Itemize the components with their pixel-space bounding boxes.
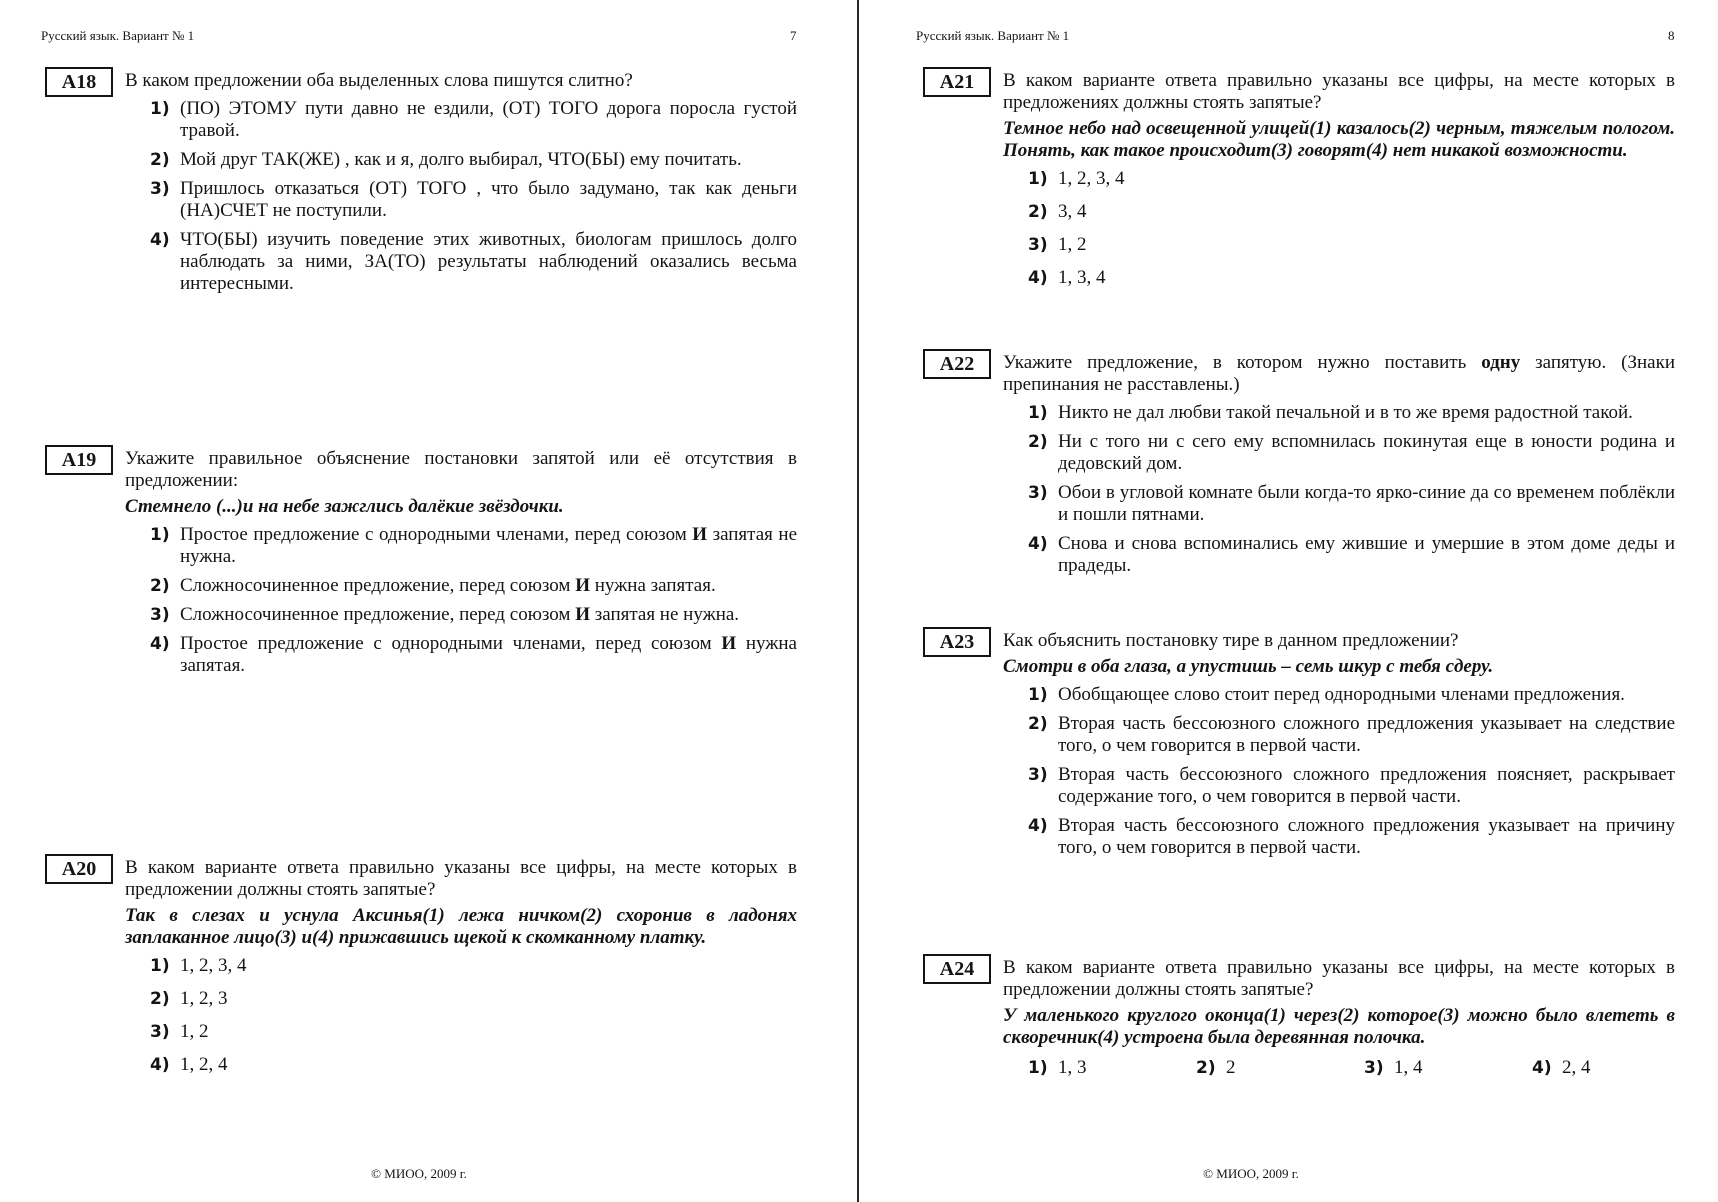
- answer-option[interactable]: 3) Пришлось отказаться (ОТ) ТОГО , что было задумано, так как деньги (НА)СЧЕТ не поступили.: [150, 178, 797, 221]
- example-sentence: Так в слезах и уснула Аксинья(1) лежа ничком(2) схоронив в ладонях заплаканное лицо(3) и(4) прижавшись щекой к скомканному платку.: [125, 905, 797, 948]
- question-text: Укажите предложение, в котором нужно поставить одну запятую. (Знаки препинания не расставлены.): [1003, 352, 1675, 395]
- answer-options: [125, 98, 797, 295]
- answer-options: [1003, 402, 1675, 577]
- task-id: A20: [45, 854, 113, 884]
- answer-option[interactable]: 1) Никто не дал любви такой печальной и в то же время радостной такой.: [1028, 402, 1633, 423]
- answer-option[interactable]: 4) 2, 4: [1532, 1057, 1591, 1078]
- answer-options: [125, 955, 797, 1076]
- right-page: [860, 0, 1718, 1202]
- task-id: A21: [923, 67, 991, 97]
- answer-option[interactable]: 4) Снова и снова вспоминались ему жившие и умершие в этом доме деды и прадеды.: [1028, 533, 1675, 576]
- answer-option[interactable]: 1) (ПО) ЭТОМУ пути давно не ездили, (ОТ) ТОГО дорога поросла густой травой.: [150, 98, 797, 141]
- answer-option[interactable]: 2) 2: [1196, 1057, 1236, 1078]
- answer-option[interactable]: 3) 1, 2: [1028, 234, 1087, 255]
- answer-option[interactable]: 2) Вторая часть бессоюзного сложного предложения указывает на следствие того, о чем говорится в первой части.: [1028, 713, 1675, 756]
- answer-option[interactable]: 2) 1, 2, 3: [150, 988, 228, 1009]
- answer-option[interactable]: 4) Простое предложение с однородными членами, перед союзом И нужна запятая.: [150, 633, 797, 676]
- answer-option[interactable]: 2) Мой друг ТАК(ЖЕ) , как и я, долго выбирал, ЧТО(БЫ) ему почитать.: [150, 149, 742, 170]
- answer-option[interactable]: 4) ЧТО(БЫ) изучить поведение этих животных, биологам пришлось долго наблюдать за ними, ЗА(ТО) результаты наблюдений оказались весьма интересными.: [150, 229, 797, 294]
- answer-option[interactable]: 4) 1, 2, 4: [150, 1054, 228, 1075]
- task-id: A19: [45, 445, 113, 475]
- task-a20: [45, 854, 797, 1087]
- question-text: В каком предложении оба выделенных слова пишутся слитно?: [125, 70, 633, 91]
- answer-option[interactable]: 2) 3, 4: [1028, 201, 1087, 222]
- page-header: Русский язык. Вариант № 1: [41, 28, 195, 43]
- answer-option[interactable]: 3) 1, 4: [1364, 1057, 1423, 1078]
- task-id: A23: [923, 627, 991, 657]
- task-a18: [45, 67, 797, 302]
- example-sentence: Смотри в оба глаза, а упустишь – семь шкур с тебя сдеру.: [1003, 656, 1494, 677]
- answer-options: [1003, 684, 1675, 859]
- page-footer: © МИОО, 2009 г.: [371, 1166, 467, 1181]
- answer-options: [1003, 1057, 1675, 1079]
- page-number: 7: [790, 28, 797, 43]
- answer-option[interactable]: 3) Обои в угловой комнате были когда-то ярко-синие да со временем поблёкли и пошли пятнами.: [1028, 482, 1675, 525]
- task-a21: [923, 67, 1675, 300]
- example-sentence: У маленького круглого оконца(1) через(2) которое(3) можно было влететь в скворечник(4) устроена была деревянная полочка.: [1003, 1005, 1675, 1048]
- task-id: A22: [923, 349, 991, 379]
- answer-option[interactable]: 3) Сложносочиненное предложение, перед союзом И запятая не нужна.: [150, 604, 740, 625]
- task-a22: [923, 349, 1675, 584]
- answer-option[interactable]: 2) Сложносочиненное предложение, перед союзом И нужна запятая.: [150, 575, 716, 596]
- question-text: В каком варианте ответа правильно указаны все цифры, на месте которых в предложениях должны стоять запятые?: [1003, 70, 1675, 113]
- task-id: A24: [923, 954, 991, 984]
- answer-option[interactable]: 1) Простое предложение с однородными членами, перед союзом И запятая не нужна.: [150, 524, 798, 567]
- answer-option[interactable]: 4) 1, 3, 4: [1028, 267, 1106, 288]
- answer-option[interactable]: 3) Вторая часть бессоюзного сложного предложения поясняет, раскрывает содержание того, о чем говорится в первой части.: [1028, 764, 1675, 807]
- task-id: A18: [45, 67, 113, 97]
- answer-option[interactable]: 1) 1, 2, 3, 4: [1028, 168, 1125, 189]
- question-text: В каком варианте ответа правильно указаны все цифры, на месте которых в предложении должны стоять запятые?: [1003, 957, 1675, 1000]
- question-text: В каком варианте ответа правильно указаны все цифры, на месте которых в предложении должны стоять запятые?: [125, 857, 797, 900]
- task-a23: [923, 627, 1675, 866]
- answer-option[interactable]: 4) Вторая часть бессоюзного сложного предложения указывает на причину того, о чем говорится в первой части.: [1028, 815, 1675, 858]
- answer-option[interactable]: 1) 1, 3: [1028, 1057, 1087, 1078]
- task-a19: [45, 445, 797, 684]
- task-a24: [923, 954, 1675, 1079]
- answer-options: [125, 524, 797, 677]
- example-sentence: Стемнело (...)и на небе зажглись далёкие звёздочки.: [125, 496, 564, 517]
- example-sentence: Темное небо над освещенной улицей(1) казалось(2) черным, тяжелым пологом. Понять, как такое происходит(3) говорят(4) нет никакой возможности.: [1003, 118, 1675, 161]
- answer-option[interactable]: 3) 1, 2: [150, 1021, 209, 1042]
- page-number: 8: [1668, 28, 1675, 43]
- answer-option[interactable]: 2) Ни с того ни с сего ему вспомнилась покинутая еще в юности родина и дедовский дом.: [1028, 431, 1675, 474]
- page-divider: [857, 0, 859, 1202]
- question-text: Как объяснить постановку тире в данном предложении?: [1003, 630, 1459, 651]
- page-footer: © МИОО, 2009 г.: [1203, 1166, 1299, 1181]
- page-header: Русский язык. Вариант № 1: [916, 28, 1070, 43]
- answer-options: [1003, 168, 1675, 289]
- answer-option[interactable]: 1) 1, 2, 3, 4: [150, 955, 247, 976]
- left-page: [0, 0, 858, 1202]
- question-text: Укажите правильное объяснение постановки запятой или её отсутствия в предложении:: [125, 448, 797, 491]
- answer-option[interactable]: 1) Обобщающее слово стоит перед однородными членами предложения.: [1028, 684, 1625, 705]
